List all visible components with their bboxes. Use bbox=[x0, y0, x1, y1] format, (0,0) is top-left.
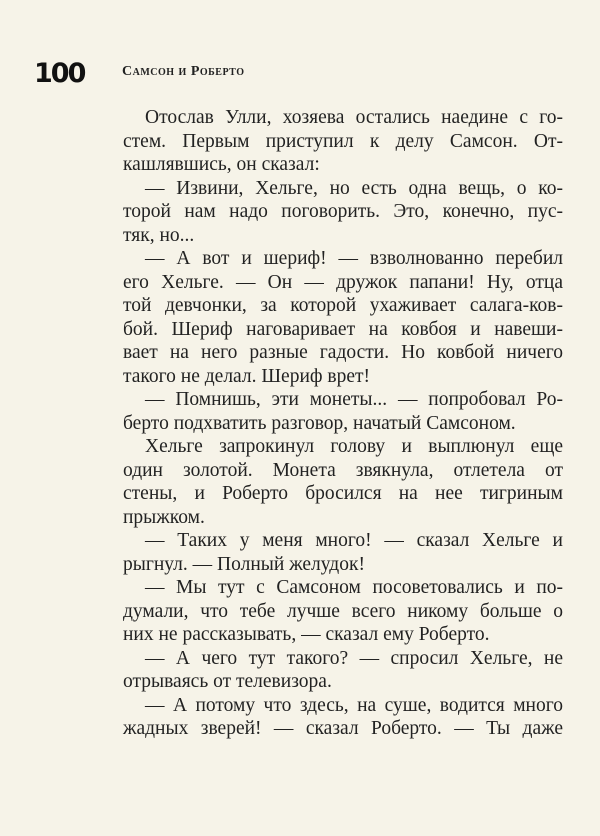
text-line: вает на него разные гадости. Но ковбой ничего bbox=[123, 342, 563, 363]
text-line: рыгнул. — Полный желудок! bbox=[123, 553, 365, 575]
text-line: той девчонки, за которой ухаживает салага-ков- bbox=[123, 295, 563, 316]
text-line: бой. Шериф наговаривает на ковбоя и навеши- bbox=[123, 318, 563, 340]
text-line: — Извини, Хельге, но есть одна вещь, о ко- bbox=[145, 177, 563, 199]
text-line: кашлявшись, он сказал: bbox=[123, 154, 320, 175]
text-line: — Мы тут с Самсоном посоветовались и по- bbox=[145, 577, 563, 598]
text-line: тяк, но... bbox=[123, 224, 195, 246]
text-line: Хельге запрокинул голову и выплюнул еще bbox=[145, 436, 563, 457]
text-line: — Помнишь, эти монеты... — попробовал Ро- bbox=[145, 389, 563, 410]
text-line: берто подхватить разговор, начатый Самсоном. bbox=[123, 412, 516, 434]
text-line: его Хельге. — Он — дружок папани! Ну, отца bbox=[123, 271, 563, 293]
text-line: торой нам надо поговорить. Это, конечно, пус- bbox=[123, 201, 563, 222]
text-line: стем. Первым приступил к делу Самсон. От- bbox=[123, 130, 563, 152]
text-line: — А потому что здесь, на суше, водится много bbox=[145, 694, 563, 716]
text-line: — Таких у меня много! — сказал Хельге и bbox=[145, 530, 563, 551]
text-line: — А вот и шериф! — взволнованно перебил bbox=[145, 248, 563, 269]
running-title: Самсон и Роберто bbox=[122, 64, 245, 79]
body-text bbox=[123, 106, 563, 741]
text-line: отрываясь от телевизора. bbox=[123, 671, 332, 692]
text-line: стены, и Роберто бросился на нее тигриным bbox=[123, 483, 563, 504]
text-line: жадных зверей! — сказал Роберто. — Ты даже bbox=[123, 718, 563, 739]
text-line: — А чего тут такого? — спросил Хельге, не bbox=[145, 647, 563, 669]
text-line: них не рассказывать, — сказал ему Роберто. bbox=[123, 624, 490, 645]
text-line: думали, что тебе лучше всего никому больше о bbox=[123, 600, 563, 622]
page-number: 100 bbox=[34, 58, 85, 89]
text-line: Отослав Улли, хозяева остались наедине с го- bbox=[145, 107, 563, 128]
text-line: прыжком. bbox=[123, 506, 205, 528]
text-line: один золотой. Монета звякнула, отлетела от bbox=[123, 459, 563, 481]
text-line: такого не делал. Шериф врет! bbox=[123, 365, 371, 387]
